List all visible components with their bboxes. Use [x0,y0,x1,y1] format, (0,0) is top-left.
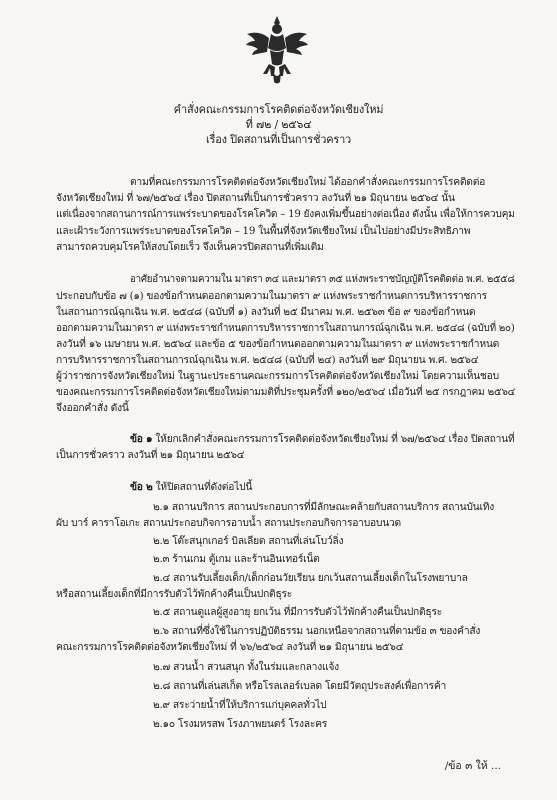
paragraph-1-line-1: ตามที่คณะกรรมการโรคติดต่อจังหวัดเชียงใหม่ ได้ออกคำสั่งคณะกรรมการโรคติดต่อ [130,176,486,188]
paragraph-2-line-4: ออกตามความในมาตรา ๙ แห่งพระราชกำหนดการบริหารราชการในสถานการณ์ฉุกเฉิน พ.ศ. ๒๕๔๘ (ฉบับที่ ๒๐) [56,322,515,334]
list-item-2-4-line-1: ๒.๔ สถานรับเลี้ยงเด็ก/เด็กก่อนวัยเรียน ยกเว้นสถานเลี้ยงเด็กในโรงพยาบาล [153,572,468,584]
list-item-2-9: ๒.๙ สระว่ายน้ำที่ให้บริการแก่บุคคลทั่วไป [153,699,327,711]
list-item-2-6-line-1: ๒.๖ สถานที่ซึ่งใช้ในการปฏิบัติธรรม นอกเหนือจากสถานที่ตามข้อ ๓ ของคำสั่ง [153,625,481,637]
paragraph-1-line-3: แต่เนื่องจากสถานการณ์การแพร่ระบาดของโรคโควิด – 19 ยังคงเพิ่มขึ้นอย่างต่อเนื่อง ดังนั้น เพื่อให้การควบคุม [56,208,515,220]
list-item-2-3: ๒.๓ ร้านเกม ตู้เกม และร้านอินเทอร์เน็ต [153,553,320,565]
clause-2-label: ข้อ ๒ [130,481,153,493]
paragraph-1-line-2: จังหวัดเชียงใหม่ ที่ ๖๗/๒๕๖๔ เรื่อง ปิดสถานที่เป็นการชั่วคราว ลงวันที่ ๒๑ มิถุนายน ๒๕๖๔ นั้น [56,192,455,204]
paragraph-2-line-7: ผู้ว่าราชการจังหวัดเชียงใหม่ ในฐานะประธานคณะกรรมการโรคติดต่อจังหวัดเชียงใหม่ โดยความเห็นชอบ [56,370,499,382]
list-item-2-7: ๒.๗ สวนน้ำ สวนสนุก ทั้งในร่มและกลางแจ้ง [153,661,339,673]
paragraph-2-line-1: อาศัยอำนาจตามความใน มาตรา ๓๔ และมาตรา ๓๕ แห่งพระราชบัญญัติโรคติดต่อ พ.ศ. ๒๕๕๘ [130,273,515,285]
order-number: ที่ ๗๒ / ๒๕๖๔ [245,118,312,131]
paragraph-1-line-4: และเฝ้าระวังการแพร่ระบาดของโรคโควิด – 19 ในพื้นที่จังหวัดเชียงใหม่ เป็นไปอย่างมีประสิทธิภาพ [56,225,471,237]
list-item-2-10: ๒.๑๐ โรงมหรสพ โรงภาพยนตร์ โรงละคร [153,718,328,730]
clause-2-text: ให้ปิดสถานที่ดังต่อไปนี้ [152,481,253,493]
list-item-2-5: ๒.๕ สถานดูแลผู้สูงอายุ ยกเว้น ที่มีการรับตัวไว้พักค้างคืนเป็นปกติธุระ [153,606,443,618]
list-item-2-8: ๒.๘ สถานที่เล่นสเก็ต หรือโรลเลอร์เบลด โดยมีวัตถุประสงค์เพื่อการค้า [153,680,447,692]
paragraph-1-line-5: สามารถควบคุมโรคให้สงบโดยเร็ว จึงเห็นควรปิดสถานที่เพิ่มเติม [56,241,324,253]
paragraph-2-line-2: ประกอบกับข้อ ๗ (๑) ของข้อกำหนดออกตามความในมาตรา ๙ แห่งพระราชกำหนดการบริหารราชการ [56,290,487,302]
list-item-2-1-line-2: ผับ บาร์ คาราโอเกะ สถานประกอบกิจการอาบน้ำ สถานประกอบกิจการอาบอบนวด [56,517,401,529]
clause-1-text: ให้ยกเลิกคำสั่งคณะกรรมการโรคติดต่อจังหวัดเชียงใหม่ ที่ ๖๗/๒๕๖๔ เรื่อง ปิดสถานที่ [152,433,515,445]
paragraph-2-line-3: ในสถานการณ์ฉุกเฉิน พ.ศ. ๒๕๔๘ (ฉบับที่ ๑) ลงวันที่ ๒๕ มีนาคม พ.ศ. ๒๕๖๓ ข้อ ๙ ของข้อกำหนด [56,306,476,318]
clause-2-line-1 [130,480,252,494]
clause-1-line-2: เป็นการชั่วคราว ลงวันที่ ๒๑ มิถุนายน ๒๕๖๔ [56,449,245,461]
garuda-emblem-icon [245,14,309,86]
paragraph-2-line-8: ของคณะกรรมการโรคติดต่อจังหวัดเชียงใหม่ตามมติที่ประชุมครั้งที่ ๑๒๐/๒๕๖๔ เมื่อวันที่ ๒๕ กรกฎาคม ๒๕๖๔ [56,386,516,398]
paragraph-2-line-9: จึงออกคำสั่ง ดังนี้ [56,402,129,414]
paragraph-2-line-5: ลงวันที่ ๑๖ เมษายน พ.ศ. ๒๕๖๔ และข้อ ๕ ของข้อกำหนดออกตามความในมาตรา ๙ แห่งพระราชกำหนด [56,338,500,350]
list-item-2-6-line-2: คณะกรรมการโรคติดต่อจังหวัดเชียงใหม่ ที่ ๖๖/๒๕๖๔ ลงวันที่ ๒๑ มิถุนายน ๒๕๖๔ [56,641,404,653]
clause-1-line-1 [130,432,514,446]
order-title: คำสั่งคณะกรรมการโรคติดต่อจังหวัดเชียงใหม่ [173,103,384,116]
continued-reference: /ข้อ ๓ ให้ ... [444,760,501,772]
order-subject: เรื่อง ปิดสถานที่เป็นการชั่วคราว [205,133,352,146]
paragraph-2-line-6: การบริหารราชการในสถานการณ์ฉุกเฉิน พ.ศ. ๒๕๔๘ (ฉบับที่ ๒๔) ลงวันที่ ๒๙ มิถุนายน พ.ศ. ๒๕๖๔ [56,354,479,366]
list-item-2-1-line-1: ๒.๑ สถานบริการ สถานประกอบการที่มีลักษณะคล้ายกับสถานบริการ สถานบันเทิง [153,501,495,513]
list-item-2-4-line-2: หรือสถานเลี้ยงเด็กที่มีการรับตัวไว้พักค้างคืนเป็นปกติธุระ [56,588,293,600]
list-item-2-2: ๒.๒ โต๊ะสนุกเกอร์ บิลเลียด สถานที่เล่นโบว์ลิ่ง [153,535,344,547]
clause-1-label: ข้อ ๑ [130,433,153,445]
